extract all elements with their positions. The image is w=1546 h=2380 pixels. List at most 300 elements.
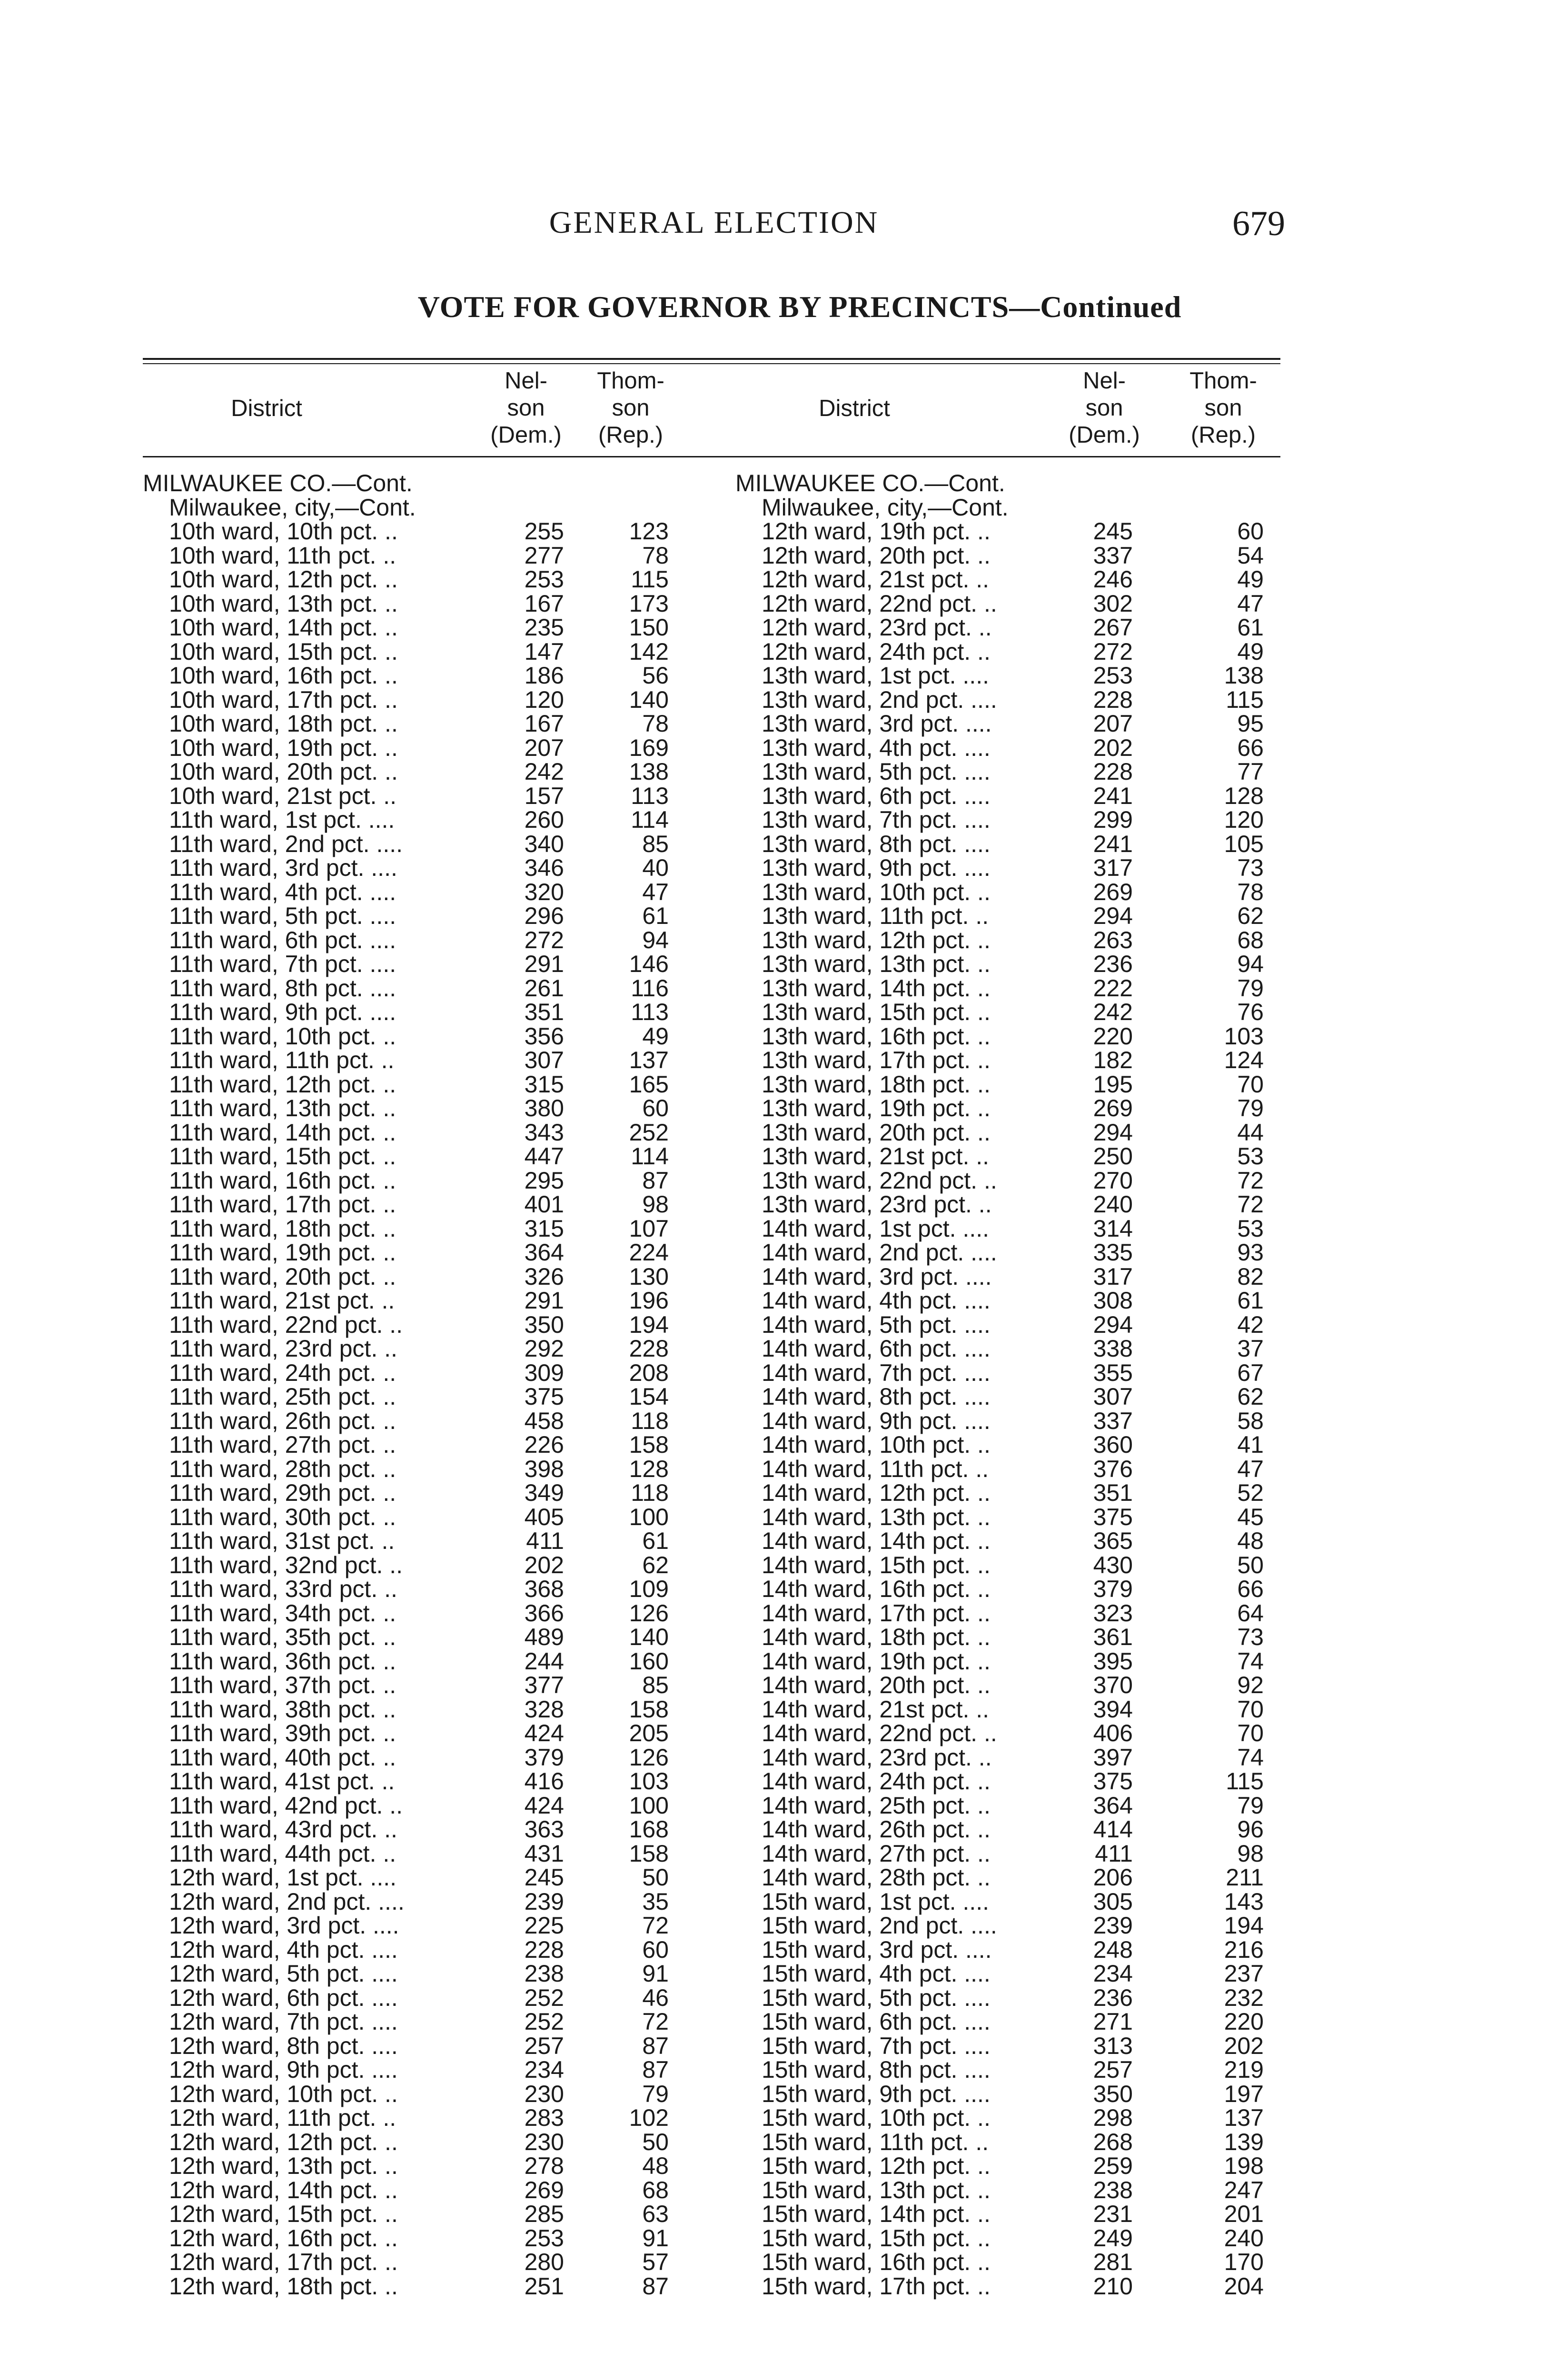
thomson-votes: 204 [1224, 2272, 1264, 2300]
thomson-votes: 102 [629, 2104, 669, 2131]
precinct-name: 15th ward, 13th pct. .. [762, 2176, 991, 2203]
nelson-votes: 355 [1093, 1359, 1133, 1386]
table-row [143, 1697, 712, 1722]
thomson-votes: 220 [1224, 2008, 1264, 2035]
table-row [143, 928, 712, 952]
precinct-name: 14th ward, 28th pct. .. [762, 1864, 991, 1891]
nelson-votes: 280 [524, 2249, 564, 2275]
thomson-votes: 98 [1237, 1840, 1264, 1867]
thomson-votes: 142 [629, 638, 669, 665]
thomson-votes: 237 [1224, 1960, 1264, 1987]
nelson-votes: 255 [524, 518, 564, 545]
thomson-votes: 140 [629, 1624, 669, 1650]
nelson-votes: 245 [1093, 518, 1133, 545]
table-row [735, 1794, 1304, 1818]
table-row [735, 1433, 1304, 1457]
table-row [143, 976, 712, 1001]
nelson-votes: 411 [1095, 1840, 1133, 1867]
nelson-votes: 315 [524, 1215, 564, 1242]
nelson-votes: 240 [1093, 1191, 1133, 1218]
precinct-name: 14th ward, 15th pct. .. [762, 1551, 991, 1578]
precinct-name: 11th ward, 41st pct. .. [169, 1768, 395, 1795]
thomson-votes: 91 [642, 1960, 669, 1987]
precinct-name: 12th ward, 24th pct. .. [762, 638, 991, 665]
thomson-votes: 47 [1237, 590, 1264, 617]
table-row [735, 2058, 1304, 2082]
table-row [735, 1048, 1304, 1072]
thomson-votes: 198 [1224, 2152, 1264, 2179]
table-row [143, 2226, 712, 2251]
thomson-votes: 47 [642, 878, 669, 905]
precinct-list [735, 471, 1304, 2298]
table-row [735, 856, 1304, 880]
table-row [735, 1601, 1304, 1626]
nelson-votes: 230 [524, 2080, 564, 2107]
precinct-name: 15th ward, 17th pct. .. [762, 2272, 991, 2300]
table-row [143, 1169, 712, 1193]
thomson-header: Thom- son (Rep.) [1189, 368, 1257, 448]
thomson-votes: 126 [629, 1599, 669, 1626]
nelson-votes: 380 [524, 1095, 564, 1121]
thomson-votes: 72 [642, 1912, 669, 1939]
nelson-votes: 228 [1093, 758, 1133, 785]
nelson-votes: 294 [1093, 902, 1133, 929]
precinct-name: 13th ward, 10th pct. .. [762, 878, 991, 905]
thomson-votes: 50 [642, 2128, 669, 2155]
nelson-votes: 261 [524, 974, 564, 1002]
table-row [143, 1048, 712, 1072]
table-row [735, 1096, 1304, 1121]
table-row [143, 2010, 712, 2034]
running-head: GENERAL ELECTION [549, 205, 879, 240]
thomson-votes: 35 [642, 1888, 669, 1915]
thomson-votes: 49 [1237, 638, 1264, 665]
thomson-votes: 87 [642, 2056, 669, 2083]
precinct-name: 11th ward, 20th pct. .. [169, 1263, 396, 1290]
nelson-votes: 375 [1093, 1768, 1133, 1795]
nelson-votes: 283 [524, 2104, 564, 2131]
nelson-votes: 234 [1093, 1960, 1133, 1987]
precinct-name: 11th ward, 12th pct. .. [169, 1071, 396, 1098]
nelson-votes: 277 [524, 542, 564, 569]
precinct-name: 14th ward, 14th pct. .. [762, 1527, 991, 1554]
precinct-name: 14th ward, 16th pct. .. [762, 1576, 991, 1602]
precinct-name: 11th ward, 1st pct. .... [169, 806, 395, 833]
table-row [143, 1000, 712, 1024]
nelson-votes: 307 [1093, 1383, 1133, 1410]
table-row [143, 1769, 712, 1794]
table-row [735, 1914, 1304, 1938]
city-heading: Milwaukee, city,—Cont. [762, 494, 1009, 521]
precinct-name: 14th ward, 5th pct. .... [762, 1311, 991, 1338]
nelson-votes: 294 [1093, 1311, 1133, 1338]
nelson-votes: 236 [1093, 1984, 1133, 2011]
nelson-votes: 253 [524, 566, 564, 593]
thomson-votes: 205 [629, 1720, 669, 1746]
table-row [735, 1649, 1304, 1674]
nelson-votes: 167 [524, 590, 564, 617]
thomson-votes: 85 [642, 830, 669, 857]
precinct-name: 11th ward, 39th pct. .. [169, 1720, 396, 1746]
table-row [735, 640, 1304, 664]
nelson-votes: 307 [524, 1047, 564, 1073]
nelson-votes: 269 [524, 2176, 564, 2203]
table-row [735, 2202, 1304, 2226]
thomson-votes: 126 [629, 1744, 669, 1771]
page-number: 679 [1232, 204, 1285, 243]
precinct-name: 12th ward, 16th pct. .. [169, 2224, 398, 2251]
precinct-name: 10th ward, 11th pct. .. [169, 542, 396, 569]
nelson-votes: 424 [524, 1720, 564, 1746]
nelson-votes: 291 [524, 1287, 564, 1314]
precinct-name: 11th ward, 14th pct. .. [169, 1119, 396, 1146]
table-row [735, 1673, 1304, 1697]
thomson-votes: 42 [1237, 1311, 1264, 1338]
precinct-name: 15th ward, 7th pct. .... [762, 2032, 991, 2059]
precinct-name: 14th ward, 17th pct. .. [762, 1599, 991, 1626]
thomson-votes: 94 [1237, 951, 1264, 977]
thomson-votes: 158 [629, 1431, 669, 1458]
precinct-name: 11th ward, 11th pct. .. [169, 1047, 395, 1073]
thomson-header: Thom- son (Rep.) [597, 368, 664, 448]
precinct-name: 11th ward, 36th pct. .. [169, 1647, 396, 1675]
thomson-votes: 115 [1226, 686, 1264, 713]
nelson-votes: 424 [524, 1792, 564, 1819]
table-row [735, 1481, 1304, 1505]
thomson-votes: 48 [642, 2152, 669, 2179]
precinct-name: 10th ward, 10th pct. .. [169, 518, 398, 545]
table-row [143, 2154, 712, 2178]
thomson-votes: 150 [629, 614, 669, 641]
nelson-votes: 252 [524, 1984, 564, 2011]
table-row [735, 1986, 1304, 2010]
precinct-name: 12th ward, 17th pct. .. [169, 2249, 398, 2275]
nelson-votes: 320 [524, 878, 564, 905]
thomson-votes: 37 [1237, 1335, 1264, 1362]
table-row [735, 2106, 1304, 2130]
thomson-votes: 165 [629, 1071, 669, 1098]
nelson-votes: 238 [1093, 2176, 1133, 2203]
nelson-votes: 252 [524, 2008, 564, 2035]
precinct-name: 14th ward, 12th pct. .. [762, 1479, 991, 1506]
precinct-name: 14th ward, 22nd pct. .. [762, 1720, 997, 1746]
precinct-name: 14th ward, 7th pct. .... [762, 1359, 991, 1386]
thomson-votes: 46 [642, 1984, 669, 2011]
nelson-votes: 397 [1093, 1744, 1133, 1771]
table-row [143, 664, 712, 688]
nelson-votes: 241 [1093, 830, 1133, 857]
section-title: VOTE FOR GOVERNOR BY PRECINCTS—Continued [417, 290, 1182, 324]
nelson-votes: 349 [524, 1479, 564, 1506]
thomson-votes: 114 [631, 1143, 669, 1170]
thomson-votes: 56 [642, 662, 669, 689]
precinct-name: 14th ward, 25th pct. .. [762, 1792, 991, 1819]
thomson-votes: 154 [629, 1383, 669, 1410]
precinct-name: 10th ward, 12th pct. .. [169, 566, 398, 593]
table-row [735, 808, 1304, 832]
nelson-votes: 405 [524, 1503, 564, 1530]
table-row [735, 928, 1304, 952]
nelson-votes: 370 [1093, 1672, 1133, 1698]
nelson-votes: 167 [524, 710, 564, 737]
thomson-votes: 168 [629, 1816, 669, 1843]
table-row [143, 736, 712, 760]
precinct-name: 13th ward, 12th pct. .. [762, 926, 991, 953]
thomson-votes: 53 [1237, 1215, 1264, 1242]
nelson-votes: 305 [1093, 1888, 1133, 1915]
precinct-list [143, 471, 712, 2298]
nelson-votes: 120 [524, 686, 564, 713]
table-row [143, 1745, 712, 1770]
precinct-name: 13th ward, 6th pct. .... [762, 782, 991, 809]
thomson-votes: 68 [642, 2176, 669, 2203]
thomson-votes: 41 [1237, 1431, 1264, 1458]
nelson-votes: 296 [524, 902, 564, 929]
thomson-votes: 158 [629, 1696, 669, 1723]
thomson-votes: 61 [1237, 1287, 1264, 1314]
precinct-name: 11th ward, 21st pct. .. [169, 1287, 395, 1314]
precinct-name: 12th ward, 5th pct. .... [169, 1960, 398, 1987]
thomson-votes: 202 [1224, 2032, 1264, 2059]
nelson-votes: 295 [524, 1167, 564, 1194]
precinct-name: 11th ward, 3rd pct. .... [169, 854, 397, 881]
table-row [735, 1409, 1304, 1433]
thomson-votes: 123 [629, 518, 669, 545]
precinct-name: 14th ward, 19th pct. .. [762, 1647, 991, 1675]
table-row [143, 1361, 712, 1385]
thomson-votes: 100 [629, 1503, 669, 1530]
nelson-votes: 225 [524, 1912, 564, 1939]
table-row [735, 2178, 1304, 2202]
table-row [143, 1529, 712, 1553]
precinct-name: 12th ward, 7th pct. .... [169, 2008, 398, 2035]
precinct-name: 11th ward, 9th pct. .... [169, 999, 396, 1025]
nelson-votes: 363 [524, 1816, 564, 1843]
nelson-votes: 244 [524, 1647, 564, 1675]
nelson-votes: 361 [1093, 1624, 1133, 1650]
nelson-votes: 157 [524, 782, 564, 809]
precinct-name: 10th ward, 18th pct. .. [169, 710, 398, 737]
nelson-votes: 239 [524, 1888, 564, 1915]
table-row [735, 1817, 1304, 1842]
table-row [143, 1121, 712, 1145]
thomson-votes: 48 [1237, 1527, 1264, 1554]
precinct-name: 15th ward, 2nd pct. .... [762, 1912, 997, 1939]
precinct-name: 12th ward, 21st pct. .. [762, 566, 990, 593]
precinct-name: 11th ward, 33rd pct. .. [169, 1576, 397, 1602]
nelson-votes: 406 [1093, 1720, 1133, 1746]
precinct-name: 15th ward, 16th pct. .. [762, 2249, 991, 2275]
table-row [143, 952, 712, 976]
nelson-votes: 260 [524, 806, 564, 833]
thomson-votes: 62 [642, 1551, 669, 1578]
thomson-votes: 240 [1224, 2224, 1264, 2251]
table-row [735, 1169, 1304, 1193]
table-row [143, 856, 712, 880]
thomson-votes: 72 [1237, 1167, 1264, 1194]
precinct-name: 14th ward, 26th pct. .. [762, 1816, 991, 1843]
table-row [735, 1865, 1304, 1890]
table-row [143, 640, 712, 664]
thomson-votes: 67 [1237, 1359, 1264, 1386]
precinct-name: 13th ward, 2nd pct. .... [762, 686, 997, 713]
column-headers [735, 367, 1304, 453]
nelson-votes: 364 [1093, 1792, 1133, 1819]
table-row [735, 1313, 1304, 1337]
table-row [143, 2274, 712, 2299]
nelson-votes: 292 [524, 1335, 564, 1362]
nelson-votes: 248 [1093, 1936, 1133, 1963]
table-row [143, 1096, 712, 1121]
table-row [143, 592, 712, 616]
table-row [735, 592, 1304, 616]
table-row [735, 1890, 1304, 1914]
precinct-name: 10th ward, 17th pct. .. [169, 686, 398, 713]
table-row [143, 1457, 712, 1481]
precinct-name: 14th ward, 23rd pct. .. [762, 1744, 992, 1771]
thomson-votes: 91 [642, 2224, 669, 2251]
thomson-votes: 109 [629, 1576, 669, 1602]
thomson-votes: 194 [629, 1311, 669, 1338]
thomson-votes: 196 [629, 1287, 669, 1314]
nelson-votes: 246 [1093, 566, 1133, 593]
table-row [735, 2034, 1304, 2058]
table-row [143, 808, 712, 832]
thomson-votes: 68 [1237, 926, 1264, 953]
thomson-votes: 113 [631, 999, 669, 1025]
nelson-votes: 210 [1093, 2272, 1133, 2300]
thomson-votes: 74 [1237, 1647, 1264, 1675]
nelson-votes: 195 [1093, 1071, 1133, 1098]
table-row [143, 2058, 712, 2082]
table-row [735, 1625, 1304, 1649]
thomson-votes: 228 [629, 1335, 669, 1362]
nelson-votes: 231 [1093, 2201, 1133, 2227]
table-row [735, 2274, 1304, 2299]
precinct-name: 13th ward, 5th pct. .... [762, 758, 991, 785]
table-row [735, 976, 1304, 1001]
table-row [143, 2250, 712, 2274]
precinct-name: 15th ward, 10th pct. .. [762, 2104, 991, 2131]
precinct-name: 11th ward, 18th pct. .. [169, 1215, 396, 1242]
precinct-name: 15th ward, 9th pct. .... [762, 2080, 991, 2107]
thomson-votes: 49 [642, 1022, 669, 1050]
nelson-votes: 186 [524, 662, 564, 689]
nelson-votes: 411 [526, 1527, 564, 1554]
nelson-votes: 250 [1093, 1143, 1133, 1170]
precinct-name: 10th ward, 13th pct. .. [169, 590, 398, 617]
table-row [143, 832, 712, 856]
thomson-votes: 87 [642, 1167, 669, 1194]
nelson-votes: 489 [524, 1624, 564, 1650]
nelson-votes: 228 [524, 1936, 564, 1963]
table-row [143, 1842, 712, 1866]
nelson-votes: 430 [1093, 1551, 1133, 1578]
table-row [735, 832, 1304, 856]
table-row [735, 567, 1304, 592]
thomson-votes: 53 [1237, 1143, 1264, 1170]
nelson-votes: 328 [524, 1696, 564, 1723]
nelson-votes: 272 [524, 926, 564, 953]
table-row [735, 1769, 1304, 1794]
precinct-name: 14th ward, 4th pct. .... [762, 1287, 991, 1314]
precinct-name: 15th ward, 8th pct. .... [762, 2056, 991, 2083]
nelson-votes: 294 [1093, 1119, 1133, 1146]
precinct-name: 11th ward, 30th pct. .. [169, 1503, 396, 1530]
nelson-votes: 245 [524, 1864, 564, 1891]
precinct-name: 14th ward, 6th pct. .... [762, 1335, 991, 1362]
table-row [143, 1938, 712, 1962]
nelson-votes: 269 [1093, 1095, 1133, 1121]
precinct-name: 12th ward, 12th pct. .. [169, 2128, 398, 2155]
thomson-votes: 160 [629, 1647, 669, 1675]
precinct-name: 12th ward, 15th pct. .. [169, 2201, 398, 2227]
precinct-name: 13th ward, 23rd pct. .. [762, 1191, 992, 1218]
precinct-name: 11th ward, 32nd pct. .. [169, 1551, 403, 1578]
left-column [143, 367, 712, 2300]
nelson-header: Nel- son (Dem.) [490, 368, 562, 448]
precinct-name: 13th ward, 18th pct. .. [762, 1071, 991, 1098]
thomson-votes: 50 [1237, 1551, 1264, 1578]
nelson-votes: 220 [1093, 1022, 1133, 1050]
nelson-votes: 350 [524, 1311, 564, 1338]
precinct-name: 15th ward, 4th pct. .... [762, 1960, 991, 1987]
thomson-votes: 66 [1237, 734, 1264, 761]
precinct-name: 14th ward, 18th pct. .. [762, 1624, 991, 1650]
precinct-name: 11th ward, 19th pct. .. [169, 1239, 396, 1266]
nelson-votes: 337 [1093, 542, 1133, 569]
thomson-votes: 103 [1224, 1022, 1264, 1050]
thomson-votes: 57 [642, 2249, 669, 2275]
thomson-votes: 115 [631, 566, 669, 593]
thomson-votes: 49 [1237, 566, 1264, 593]
precinct-name: 12th ward, 1st pct. .... [169, 1864, 397, 1891]
thomson-votes: 45 [1237, 1503, 1264, 1530]
precinct-name: 14th ward, 9th pct. .... [762, 1407, 991, 1434]
thomson-votes: 44 [1237, 1119, 1264, 1146]
table-row [735, 1962, 1304, 1986]
table-row [143, 1721, 712, 1745]
precinct-name: 11th ward, 31st pct. .. [169, 1527, 395, 1554]
precinct-name: 10th ward, 21st pct. .. [169, 782, 397, 809]
thomson-votes: 146 [629, 951, 669, 977]
nelson-votes: 379 [1093, 1576, 1133, 1602]
table-row [735, 519, 1304, 544]
table-row [735, 1938, 1304, 1962]
table-row [735, 760, 1304, 784]
precinct-name: 11th ward, 25th pct. .. [169, 1383, 396, 1410]
header-rule [143, 456, 1280, 457]
nelson-votes: 226 [524, 1431, 564, 1458]
nelson-votes: 343 [524, 1119, 564, 1146]
nelson-votes: 351 [524, 999, 564, 1025]
nelson-votes: 299 [1093, 806, 1133, 833]
table-row [735, 2010, 1304, 2034]
nelson-votes: 315 [524, 1071, 564, 1098]
precinct-name: 14th ward, 27th pct. .. [762, 1840, 991, 1867]
nelson-votes: 230 [524, 2128, 564, 2155]
precinct-name: 11th ward, 16th pct. .. [169, 1167, 396, 1194]
thomson-votes: 70 [1237, 1720, 1264, 1746]
precinct-name: 11th ward, 2nd pct. .... [169, 830, 403, 857]
table-row [143, 567, 712, 592]
nelson-votes: 431 [524, 1840, 564, 1867]
thomson-votes: 79 [1237, 1792, 1264, 1819]
nelson-votes: 326 [524, 1263, 564, 1290]
nelson-votes: 267 [1093, 614, 1133, 641]
precinct-name: 11th ward, 15th pct. .. [169, 1143, 396, 1170]
right-column [735, 367, 1304, 2300]
